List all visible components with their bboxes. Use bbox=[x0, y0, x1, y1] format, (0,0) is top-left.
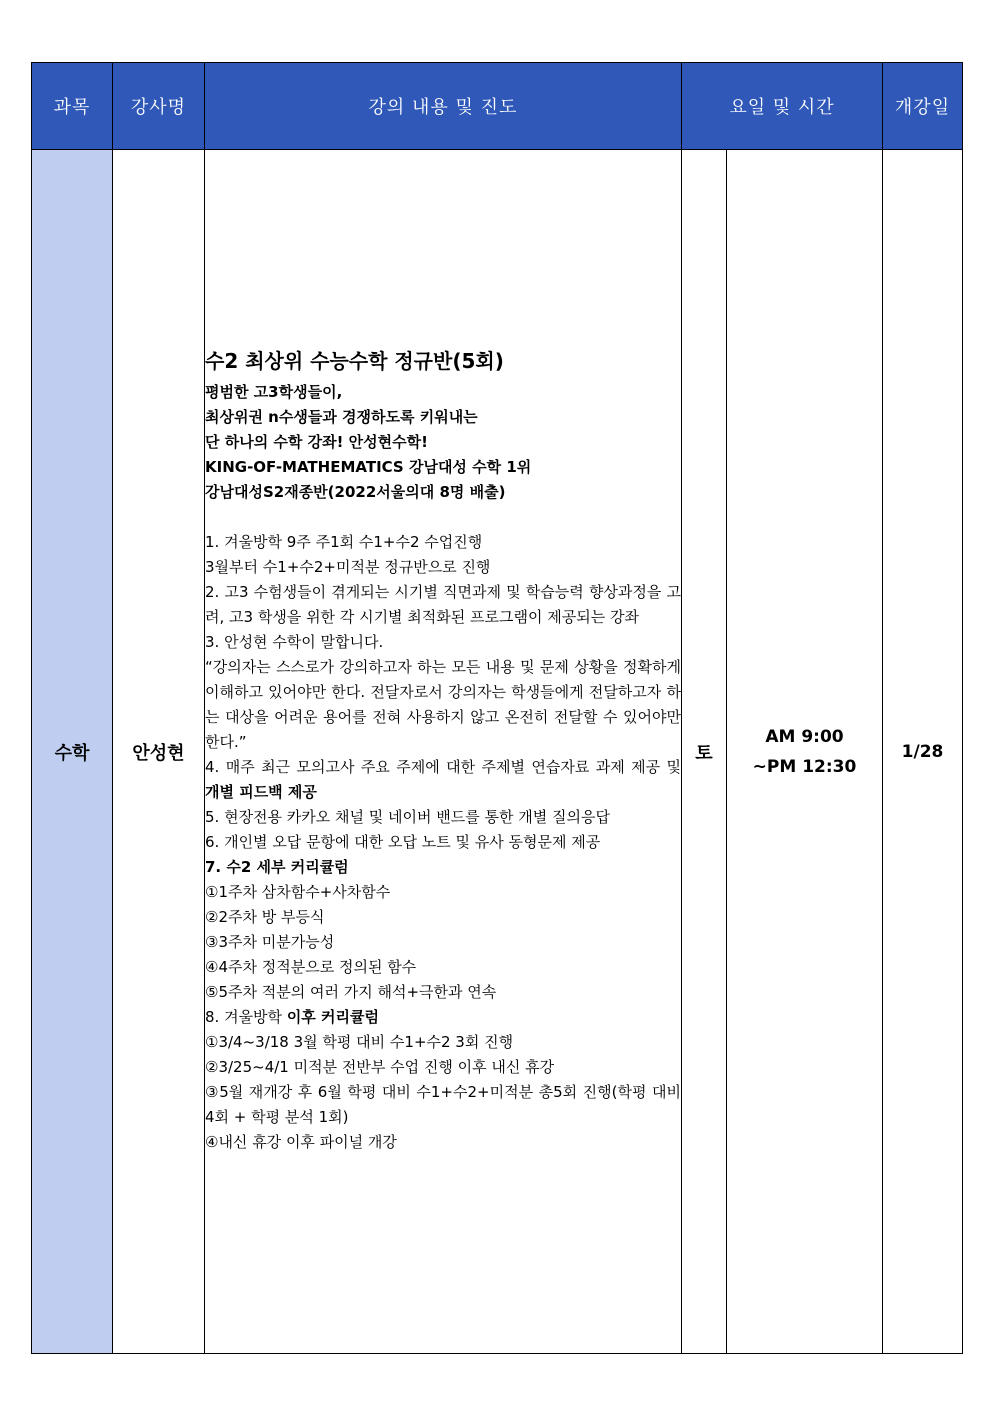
point-1b: 3월부터 수1+수2+미적분 정규반으로 진행 bbox=[205, 558, 491, 576]
course-title: 수2 최상위 수능수학 정규반(5회) bbox=[205, 349, 504, 373]
after-curriculum-item: ④내신 휴강 이후 파이널 개강 bbox=[205, 1133, 397, 1151]
header-subject: 과목 bbox=[32, 63, 113, 150]
spacer bbox=[205, 505, 681, 530]
after-curriculum-item: ①3/4~3/18 3월 학평 대비 수1+수2 3회 진행 bbox=[205, 1033, 514, 1051]
point-6: 6. 개인별 오답 문항에 대한 오답 노트 및 유사 동형문제 제공 bbox=[205, 833, 601, 851]
point-3: 3. 안성현 수학이 말합니다. bbox=[205, 633, 384, 651]
cell-open-date: 1/28 bbox=[883, 150, 963, 1354]
cell-teacher: 안성현 bbox=[113, 150, 205, 1354]
intro-line: KING-OF-MATHEMATICS 강남대성 수학 1위 bbox=[205, 458, 532, 476]
point-4-text: 4. 매주 최근 모의고사 주요 주제에 대한 주제별 연습자료 과제 제공 및 bbox=[205, 758, 681, 776]
point-2: 2. 고3 수험생들이 겪게되는 시기별 직면과제 및 학습능력 향상과정을 고려, 고3 학생을 위한 각 시기별 최적화된 프로그램이 제공되는 강좌 bbox=[205, 583, 681, 626]
header-open-date: 개강일 bbox=[883, 63, 963, 150]
cell-time bbox=[727, 150, 883, 1354]
after-curriculum-item: ③5월 재개강 후 6월 학평 대비 수1+수2+미적분 총5회 진행(학평 대비 4회 + 학평 분석 1회) bbox=[205, 1083, 681, 1126]
curriculum-item: ⑤5주차 적분의 여러 가지 해석+극한과 연속 bbox=[205, 983, 497, 1001]
cell-subject: 수학 bbox=[32, 150, 113, 1354]
intro-line: 강남대성S2재종반(2022서울의대 8명 배출) bbox=[205, 483, 506, 501]
intro-line: 최상위권 n수생들과 경쟁하도록 키워내는 bbox=[205, 408, 478, 426]
intro-line: 평범한 고3학생들이, bbox=[205, 383, 343, 401]
cell-day: 토 bbox=[682, 150, 727, 1354]
header-teacher: 강사명 bbox=[113, 63, 205, 150]
point-8-text: 8. 겨울방학 bbox=[205, 1008, 287, 1026]
point-8-bold: 이후 커리큘럼 bbox=[286, 1008, 379, 1026]
curriculum-item: ①1주차 삼차함수+사차함수 bbox=[205, 883, 391, 901]
point-3-quote: “강의자는 스스로가 강의하고자 하는 모든 내용 및 문제 상황을 정확하게 이해하고 있어야만 한다. 전달자로서 강의자는 학생들에게 전달하고자 하는 대상을 어려운 용어를 전혀 사용하지 않고 온전히 전달할 수 있어야만 한다.” bbox=[205, 658, 681, 751]
time-end: ~PM 12:30 bbox=[752, 756, 857, 777]
intro-line: 단 하나의 수학 강좌! 안성현수학! bbox=[205, 433, 428, 451]
course-intro bbox=[205, 380, 681, 505]
time-start: AM 9:00 bbox=[765, 726, 844, 747]
after-curriculum-item: ②3/25~4/1 미적분 전반부 수업 진행 이후 내신 휴강 bbox=[205, 1058, 555, 1076]
point-8 bbox=[205, 1005, 681, 1030]
point-4-bold: 개별 피드백 제공 bbox=[205, 783, 317, 801]
schedule-table bbox=[31, 62, 963, 1354]
curriculum-item: ③3주차 미분가능성 bbox=[205, 933, 335, 951]
curriculum-item: ④4주차 정적분으로 정의된 함수 bbox=[205, 958, 417, 976]
header-schedule: 요일 및 시간 bbox=[682, 63, 883, 150]
header-content: 강의 내용 및 진도 bbox=[205, 63, 682, 150]
table-header-row bbox=[32, 63, 963, 150]
point-5: 5. 현장전용 카카오 채널 및 네이버 밴드를 통한 개별 질의응답 bbox=[205, 808, 610, 826]
point-1a: 1. 겨울방학 9주 주1회 수1+수2 수업진행 bbox=[205, 533, 483, 551]
curriculum-item: ②2주차 방 부등식 bbox=[205, 908, 325, 926]
table-row bbox=[32, 150, 963, 1354]
point-7: 7. 수2 세부 커리큘럼 bbox=[205, 858, 349, 876]
point-4 bbox=[205, 755, 681, 805]
cell-content bbox=[205, 150, 682, 1354]
